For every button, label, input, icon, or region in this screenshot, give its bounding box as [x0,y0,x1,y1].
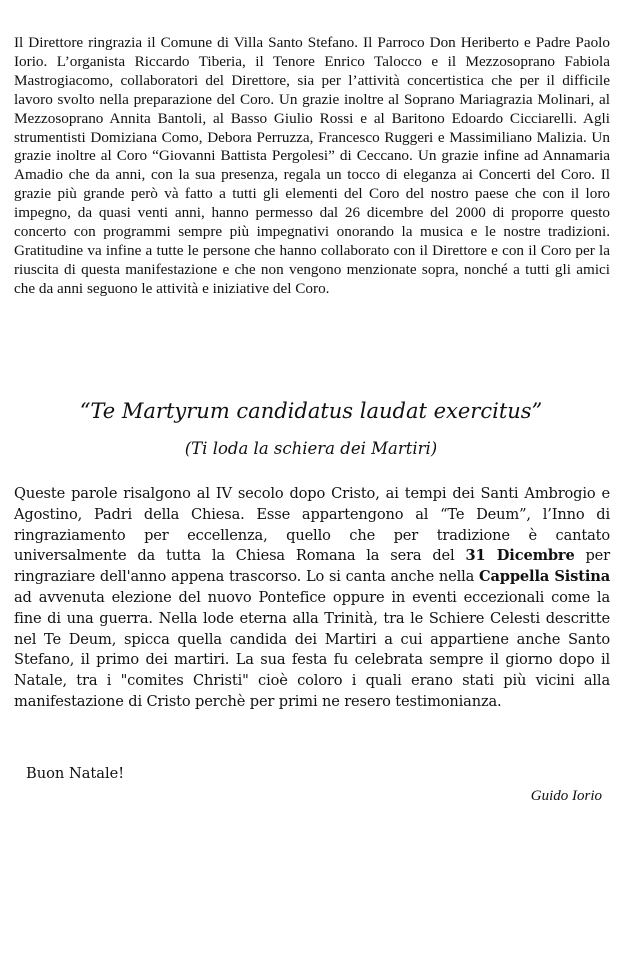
quote-translation: (Ti loda la schiera dei Martiri) [184,439,438,458]
author-signature: Guido Iorio [530,788,602,804]
explanation-text-2: per ringraziare dell'anno appena trascorso. Lo si canta anche nella [14,547,610,586]
explanation-bold-chapel: Cappella Sistina [479,568,610,586]
explanation-text-1: Queste parole risalgono al IV secolo dopo Cristo, ai tempi dei Santi Ambrogio e Agostino, Padri della Chiesa. Esse appartengono al “Te Deum”, l’Inno di ringraziamento per eccellenza, quello che per tradizione è cantato universalmente da tutta la Chiesa Romana la sera del [14,485,610,565]
greeting-line: Buon Natale! [26,765,125,782]
explanation-paragraph [14,484,610,713]
explanation-text-3: ad avvenuta elezione del nuovo Pontefice oppure in eventi eccezionali come la fine di una guerra. Nella lode eterna alla Trinità, tra le Schiere Celesti descritte nel Te Deum, spicca quella candida dei Martiri a cui appartiene anche Santo Stefano, il primo dei martiri. La sua festa fu celebrata sempre il giorno dopo il Natale, tra i "comites Christi" cioè coloro i quali erano stati più vicini alla manifestazione di Cristo perchè per primi ne resero testimonianza. [14,588,610,710]
acknowledgements-paragraph: Il Direttore ringrazia il Comune di Villa Santo Stefano. Il Parroco Don Heriberto e Padre Paolo Iorio. L’organista Riccardo Tiberia, il Tenore Enrico Talocco e il Mezzosoprano Fabiola Mastrogiacomo, collaboratori del Direttore, sia per l’attività concertistica che per il difficile lavoro svolto nella preparazione del Coro. Un grazie inoltre al Soprano Mariagrazia Molinari, al Mezzosoprano Annita Bantoli, al Basso Giulio Rossi e al Baritono Edoardo Cicciarelli. Agli strumentisti Domiziana Como, Debora Perruzza, Francesco Ruggeri e Massimiliano Malizia. Un grazie inoltre al Coro “Giovanni Battista Pergolesi” di Ceccano. Un grazie infine ad Annamaria Amadio che da anni, con la sua presenza, regala un tocco di eleganza ai Concerti del Coro. Il grazie più grande però và fatto a tutti gli elementi del Coro del nostro paese che con il loro impegno, da quasi venti anni, hanno permesso dal 26 dicembre del 2000 di proporre questo concerto con programmi sempre più impegnativi onorando la musica e le nostre tradizioni. Gratitudine va infine a tutte le persone che hanno collaborato con il Direttore e con il Coro per la riuscita di questa manifestazione e che non vengono menzionate sopra, nonché a tutti gli amici che da anni seguono le attività e iniziative del Coro. [14,34,610,297]
explanation-bold-date: 31 Dicembre [465,547,575,565]
latin-quote: “Te Martyrum candidatus laudat exercitus” [79,399,543,423]
